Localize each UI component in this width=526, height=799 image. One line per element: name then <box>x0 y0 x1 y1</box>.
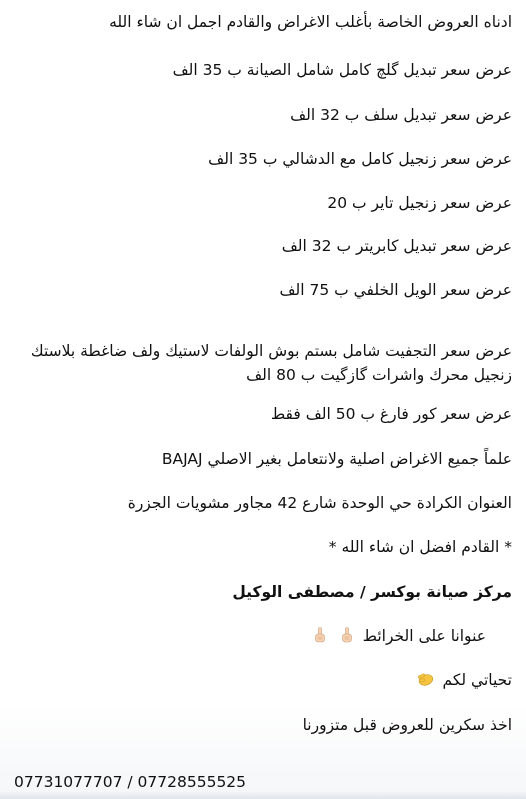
greeting-text: تحياتي لكم <box>442 671 512 689</box>
offer-starter: عرض سعر تبديل سلف ب 32 الف <box>290 106 512 124</box>
intro-text: ادناه العروض الخاصة بأغلب الاغراض والقادم اجمل ان شاء الله <box>109 13 512 31</box>
upcoming-text: * القادم افضل ان شاء الله * <box>328 538 512 556</box>
offer-chain-tire: عرض سعر زنجيل تاير ب 20 <box>327 194 512 212</box>
center-name: مركز صيانة بوكسر / مصطفى الوكيل <box>232 583 512 601</box>
phone-numbers[interactable]: 07731077707 / 07728555525 <box>14 773 247 791</box>
address-text: العنوان الكرادة حي الوحدة شارع 42 مجاور مشويات الجزرة <box>127 494 512 512</box>
bottom-edge <box>0 791 526 799</box>
waving-hand-icon <box>414 671 438 689</box>
offer-clutch: عرض سعر تبديل گلچ كامل شامل الصيانة ب 35 الف <box>172 61 512 79</box>
screenshot-note: اخذ سكرين للعروض قبل متزورنا <box>302 716 512 734</box>
pointing-up-hand-icon <box>309 627 331 645</box>
genuine-parts-note: علماً جميع الاغراض اصلية ولانتعامل بغير الاصلي BAJAJ <box>161 450 512 468</box>
maps-line <box>10 624 486 648</box>
offer-chain-full: عرض سعر زنجيل كامل مع الدشالي ب 35 الف <box>208 150 512 168</box>
offer-tuneup: عرض سعر التجفيت شامل بستم بوش الولفات لاستيك ولف ضاغطة بلاستك زنجيل محرك واشرات گازگيت ب 80 الف <box>30 342 512 384</box>
maps-text: عنوانا على الخرائط <box>362 627 486 645</box>
greeting-line <box>10 668 512 692</box>
offer-rear-wheel: عرض سعر الويل الخلفي ب 75 الف <box>279 281 512 299</box>
offer-carburetor: عرض سعر تبديل كابريتر ب 32 الف <box>281 237 512 255</box>
offer-kor: عرض سعر كور فارغ ب 50 الف فقط <box>270 405 512 423</box>
pointing-up-hand-icon <box>331 627 358 645</box>
